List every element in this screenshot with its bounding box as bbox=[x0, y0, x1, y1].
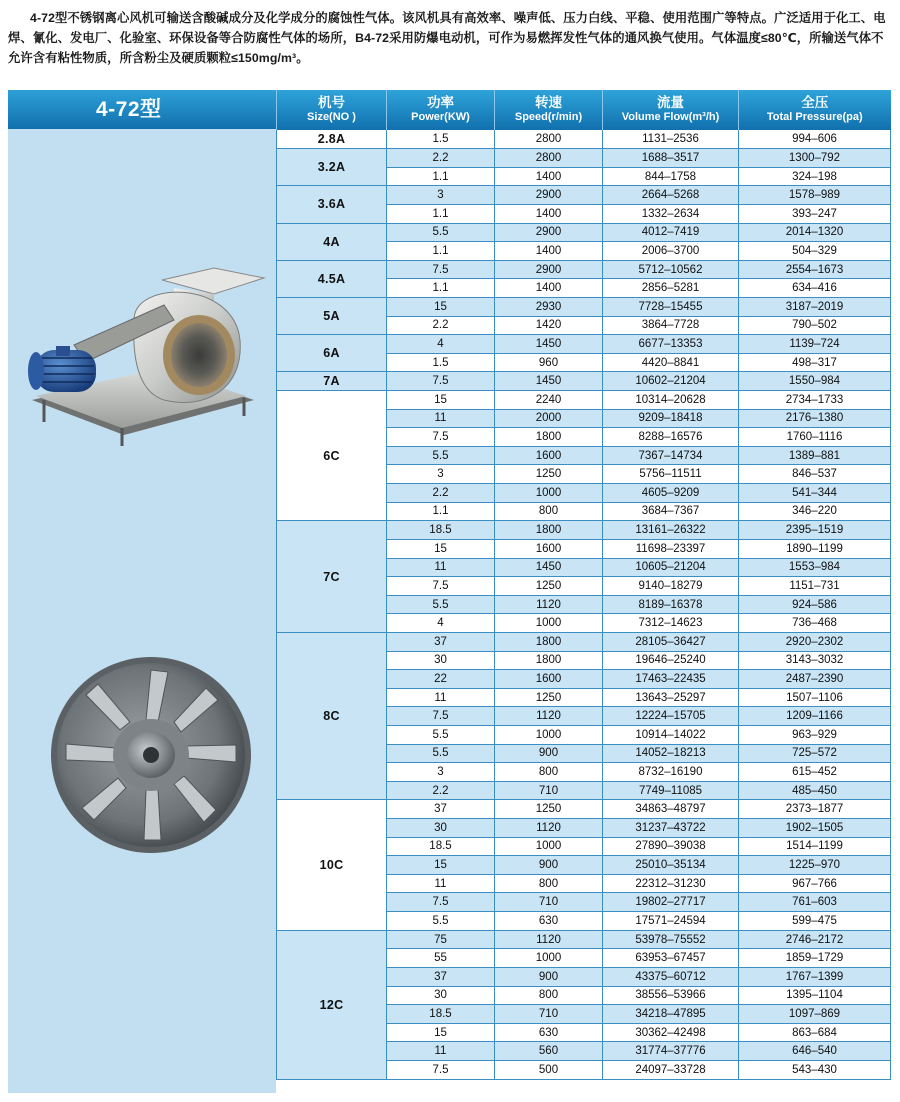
power-cell: 15 bbox=[387, 539, 495, 558]
header-volume-flow: 流量 Volume Flow(m³/h) bbox=[603, 90, 739, 130]
volume-flow-cell: 1131–2536 bbox=[603, 130, 739, 149]
total-pressure-cell: 1395–1104 bbox=[739, 986, 891, 1005]
speed-cell: 800 bbox=[495, 763, 603, 782]
volume-flow-cell: 3684–7367 bbox=[603, 502, 739, 521]
total-pressure-cell: 1767–1399 bbox=[739, 967, 891, 986]
power-cell: 7.5 bbox=[387, 893, 495, 912]
total-pressure-cell: 1209–1166 bbox=[739, 707, 891, 726]
volume-flow-cell: 10605–21204 bbox=[603, 558, 739, 577]
power-cell: 15 bbox=[387, 297, 495, 316]
total-pressure-cell: 599–475 bbox=[739, 912, 891, 931]
power-cell: 3 bbox=[387, 763, 495, 782]
size-cell: 4A bbox=[277, 223, 387, 260]
volume-flow-cell: 4012–7419 bbox=[603, 223, 739, 242]
speed-cell: 1800 bbox=[495, 521, 603, 540]
power-cell: 1.1 bbox=[387, 502, 495, 521]
product-image-panel bbox=[8, 90, 276, 1093]
table-row bbox=[277, 391, 891, 410]
total-pressure-cell: 1902–1505 bbox=[739, 819, 891, 838]
power-cell: 2.2 bbox=[387, 781, 495, 800]
power-cell: 7.5 bbox=[387, 1060, 495, 1079]
speed-cell: 1800 bbox=[495, 632, 603, 651]
speed-cell: 710 bbox=[495, 1005, 603, 1024]
table-row bbox=[277, 521, 891, 540]
volume-flow-cell: 12224–15705 bbox=[603, 707, 739, 726]
volume-flow-cell: 34863–48797 bbox=[603, 800, 739, 819]
speed-cell: 800 bbox=[495, 874, 603, 893]
total-pressure-cell: 2373–1877 bbox=[739, 800, 891, 819]
speed-cell: 800 bbox=[495, 986, 603, 1005]
power-cell: 30 bbox=[387, 819, 495, 838]
total-pressure-cell: 1151–731 bbox=[739, 577, 891, 596]
power-cell: 18.5 bbox=[387, 1005, 495, 1024]
power-cell: 1.1 bbox=[387, 242, 495, 261]
volume-flow-cell: 8732–16190 bbox=[603, 763, 739, 782]
speed-cell: 1120 bbox=[495, 707, 603, 726]
power-cell: 7.5 bbox=[387, 372, 495, 391]
speed-cell: 1400 bbox=[495, 279, 603, 298]
volume-flow-cell: 2664–5268 bbox=[603, 186, 739, 205]
power-cell: 5.5 bbox=[387, 223, 495, 242]
power-cell: 55 bbox=[387, 949, 495, 968]
size-cell: 3.6A bbox=[277, 186, 387, 223]
power-cell: 4 bbox=[387, 335, 495, 354]
header-total-pressure: 全压 Total Pressure(pa) bbox=[739, 90, 891, 130]
model-label: 4-72型 bbox=[8, 90, 276, 129]
total-pressure-cell: 1890–1199 bbox=[739, 539, 891, 558]
speed-cell: 1600 bbox=[495, 670, 603, 689]
power-cell: 18.5 bbox=[387, 521, 495, 540]
total-pressure-cell: 924–586 bbox=[739, 595, 891, 614]
volume-flow-cell: 31774–37776 bbox=[603, 1042, 739, 1061]
table-row bbox=[277, 297, 891, 316]
speed-cell: 710 bbox=[495, 893, 603, 912]
speed-cell: 1000 bbox=[495, 614, 603, 633]
table-row bbox=[277, 223, 891, 242]
total-pressure-cell: 1553–984 bbox=[739, 558, 891, 577]
power-cell: 30 bbox=[387, 651, 495, 670]
speed-cell: 1450 bbox=[495, 372, 603, 391]
speed-cell: 1000 bbox=[495, 484, 603, 503]
speed-cell: 1420 bbox=[495, 316, 603, 335]
volume-flow-cell: 53978–75552 bbox=[603, 930, 739, 949]
size-cell: 7A bbox=[277, 372, 387, 391]
power-cell: 11 bbox=[387, 558, 495, 577]
speed-cell: 800 bbox=[495, 502, 603, 521]
volume-flow-cell: 8288–16576 bbox=[603, 428, 739, 447]
power-cell: 37 bbox=[387, 632, 495, 651]
power-cell: 5.5 bbox=[387, 595, 495, 614]
speed-cell: 1250 bbox=[495, 688, 603, 707]
volume-flow-cell: 17463–22435 bbox=[603, 670, 739, 689]
speed-cell: 1400 bbox=[495, 204, 603, 223]
volume-flow-cell: 4605–9209 bbox=[603, 484, 739, 503]
speed-cell: 1120 bbox=[495, 595, 603, 614]
speed-cell: 2930 bbox=[495, 297, 603, 316]
power-cell: 3 bbox=[387, 186, 495, 205]
speed-cell: 2900 bbox=[495, 223, 603, 242]
volume-flow-cell: 1688–3517 bbox=[603, 149, 739, 168]
speed-cell: 1400 bbox=[495, 242, 603, 261]
speed-cell: 2240 bbox=[495, 391, 603, 410]
size-cell: 5A bbox=[277, 297, 387, 334]
centrifugal-fan-photo bbox=[14, 250, 270, 450]
power-cell: 15 bbox=[387, 856, 495, 875]
power-cell: 4 bbox=[387, 614, 495, 633]
volume-flow-cell: 19802–27717 bbox=[603, 893, 739, 912]
volume-flow-cell: 28105–36427 bbox=[603, 632, 739, 651]
power-cell: 7.5 bbox=[387, 577, 495, 596]
total-pressure-cell: 1097–869 bbox=[739, 1005, 891, 1024]
total-pressure-cell: 2734–1733 bbox=[739, 391, 891, 410]
volume-flow-cell: 27890–39038 bbox=[603, 837, 739, 856]
power-cell: 7.5 bbox=[387, 428, 495, 447]
total-pressure-cell: 790–502 bbox=[739, 316, 891, 335]
volume-flow-cell: 9140–18279 bbox=[603, 577, 739, 596]
total-pressure-cell: 324–198 bbox=[739, 167, 891, 186]
power-cell: 3 bbox=[387, 465, 495, 484]
power-cell: 1.5 bbox=[387, 353, 495, 372]
volume-flow-cell: 22312–31230 bbox=[603, 874, 739, 893]
speed-cell: 2900 bbox=[495, 186, 603, 205]
volume-flow-cell: 9209–18418 bbox=[603, 409, 739, 428]
fan-spec-table bbox=[276, 90, 891, 1080]
speed-cell: 1400 bbox=[495, 167, 603, 186]
total-pressure-cell: 615–452 bbox=[739, 763, 891, 782]
total-pressure-cell: 967–766 bbox=[739, 874, 891, 893]
volume-flow-cell: 2856–5281 bbox=[603, 279, 739, 298]
speed-cell: 1600 bbox=[495, 446, 603, 465]
total-pressure-cell: 3187–2019 bbox=[739, 297, 891, 316]
power-cell: 2.2 bbox=[387, 316, 495, 335]
power-cell: 15 bbox=[387, 1023, 495, 1042]
speed-cell: 1450 bbox=[495, 558, 603, 577]
speed-cell: 900 bbox=[495, 967, 603, 986]
table-row bbox=[277, 800, 891, 819]
speed-cell: 1000 bbox=[495, 837, 603, 856]
speed-cell: 1120 bbox=[495, 930, 603, 949]
total-pressure-cell: 2014–1320 bbox=[739, 223, 891, 242]
speed-cell: 1600 bbox=[495, 539, 603, 558]
speed-cell: 1450 bbox=[495, 335, 603, 354]
speed-cell: 500 bbox=[495, 1060, 603, 1079]
total-pressure-cell: 2554–1673 bbox=[739, 260, 891, 279]
volume-flow-cell: 13643–25297 bbox=[603, 688, 739, 707]
speed-cell: 560 bbox=[495, 1042, 603, 1061]
power-cell: 11 bbox=[387, 409, 495, 428]
total-pressure-cell: 736–468 bbox=[739, 614, 891, 633]
total-pressure-cell: 1859–1729 bbox=[739, 949, 891, 968]
table-row bbox=[277, 130, 891, 149]
power-cell: 7.5 bbox=[387, 707, 495, 726]
speed-cell: 2800 bbox=[495, 130, 603, 149]
speed-cell: 1000 bbox=[495, 726, 603, 745]
power-cell: 2.2 bbox=[387, 149, 495, 168]
total-pressure-cell: 634–416 bbox=[739, 279, 891, 298]
total-pressure-cell: 725–572 bbox=[739, 744, 891, 763]
volume-flow-cell: 14052–18213 bbox=[603, 744, 739, 763]
total-pressure-cell: 1139–724 bbox=[739, 335, 891, 354]
speed-cell: 900 bbox=[495, 856, 603, 875]
total-pressure-cell: 1225–970 bbox=[739, 856, 891, 875]
total-pressure-cell: 863–684 bbox=[739, 1023, 891, 1042]
total-pressure-cell: 2176–1380 bbox=[739, 409, 891, 428]
volume-flow-cell: 6677–13353 bbox=[603, 335, 739, 354]
power-cell: 11 bbox=[387, 688, 495, 707]
volume-flow-cell: 19646–25240 bbox=[603, 651, 739, 670]
total-pressure-cell: 1514–1199 bbox=[739, 837, 891, 856]
power-cell: 15 bbox=[387, 391, 495, 410]
volume-flow-cell: 844–1758 bbox=[603, 167, 739, 186]
volume-flow-cell: 1332–2634 bbox=[603, 204, 739, 223]
power-cell: 5.5 bbox=[387, 744, 495, 763]
volume-flow-cell: 43375–60712 bbox=[603, 967, 739, 986]
table-row bbox=[277, 930, 891, 949]
header-size: 机号 Size(NO ) bbox=[277, 90, 387, 130]
power-cell: 11 bbox=[387, 874, 495, 893]
volume-flow-cell: 34218–47895 bbox=[603, 1005, 739, 1024]
volume-flow-cell: 2006–3700 bbox=[603, 242, 739, 261]
speed-cell: 630 bbox=[495, 1023, 603, 1042]
table-row bbox=[277, 149, 891, 168]
table-header-row bbox=[277, 90, 891, 130]
size-cell: 10C bbox=[277, 800, 387, 930]
size-cell: 3.2A bbox=[277, 149, 387, 186]
power-cell: 1.1 bbox=[387, 204, 495, 223]
power-cell: 22 bbox=[387, 670, 495, 689]
total-pressure-cell: 543–430 bbox=[739, 1060, 891, 1079]
power-cell: 1.5 bbox=[387, 130, 495, 149]
total-pressure-cell: 541–344 bbox=[739, 484, 891, 503]
volume-flow-cell: 17571–24594 bbox=[603, 912, 739, 931]
total-pressure-cell: 1550–984 bbox=[739, 372, 891, 391]
volume-flow-cell: 3864–7728 bbox=[603, 316, 739, 335]
total-pressure-cell: 1300–792 bbox=[739, 149, 891, 168]
volume-flow-cell: 8189–16378 bbox=[603, 595, 739, 614]
volume-flow-cell: 10602–21204 bbox=[603, 372, 739, 391]
power-cell: 5.5 bbox=[387, 446, 495, 465]
volume-flow-cell: 4420–8841 bbox=[603, 353, 739, 372]
power-cell: 2.2 bbox=[387, 484, 495, 503]
table-row bbox=[277, 260, 891, 279]
speed-cell: 1250 bbox=[495, 577, 603, 596]
volume-flow-cell: 63953–67457 bbox=[603, 949, 739, 968]
total-pressure-cell: 3143–3032 bbox=[739, 651, 891, 670]
speed-cell: 1250 bbox=[495, 465, 603, 484]
power-cell: 75 bbox=[387, 930, 495, 949]
speed-cell: 2900 bbox=[495, 260, 603, 279]
power-cell: 37 bbox=[387, 800, 495, 819]
header-speed: 转速 Speed(r/min) bbox=[495, 90, 603, 130]
speed-cell: 1800 bbox=[495, 651, 603, 670]
speed-cell: 630 bbox=[495, 912, 603, 931]
total-pressure-cell: 393–247 bbox=[739, 204, 891, 223]
product-description: 4-72型不锈钢离心风机可输送含酸碱成分及化学成分的腐蚀性气体。该风机具有高效率、噪声低、压力白线、平稳、使用范围广等特点。广泛适用于化工、电焊、氰化、发电厂、化验室、环保设备等合防腐性气体的场所，B4-72采用防爆电动机，可作为易燃挥发性气体的通风换气使用。气体温度≤80℃，所输送气体不允许含有粘性物质，所含粉尘及硬质颗粒≤150mg/m³。 bbox=[8, 11, 886, 65]
total-pressure-cell: 346–220 bbox=[739, 502, 891, 521]
impeller-wheel-photo bbox=[46, 650, 256, 860]
speed-cell: 710 bbox=[495, 781, 603, 800]
total-pressure-cell: 994–606 bbox=[739, 130, 891, 149]
size-cell: 6C bbox=[277, 391, 387, 521]
table-row bbox=[277, 372, 891, 391]
volume-flow-cell: 10914–14022 bbox=[603, 726, 739, 745]
size-cell: 8C bbox=[277, 632, 387, 799]
volume-flow-cell: 31237–43722 bbox=[603, 819, 739, 838]
power-cell: 1.1 bbox=[387, 279, 495, 298]
total-pressure-cell: 646–540 bbox=[739, 1042, 891, 1061]
power-cell: 11 bbox=[387, 1042, 495, 1061]
power-cell: 37 bbox=[387, 967, 495, 986]
total-pressure-cell: 2746–2172 bbox=[739, 930, 891, 949]
total-pressure-cell: 1578–989 bbox=[739, 186, 891, 205]
power-cell: 1.1 bbox=[387, 167, 495, 186]
total-pressure-cell: 761–603 bbox=[739, 893, 891, 912]
total-pressure-cell: 2920–2302 bbox=[739, 632, 891, 651]
speed-cell: 960 bbox=[495, 353, 603, 372]
total-pressure-cell: 963–929 bbox=[739, 726, 891, 745]
volume-flow-cell: 7367–14734 bbox=[603, 446, 739, 465]
size-cell: 4.5A bbox=[277, 260, 387, 297]
power-cell: 7.5 bbox=[387, 260, 495, 279]
total-pressure-cell: 846–537 bbox=[739, 465, 891, 484]
speed-cell: 1800 bbox=[495, 428, 603, 447]
volume-flow-cell: 7312–14623 bbox=[603, 614, 739, 633]
speed-cell: 1000 bbox=[495, 949, 603, 968]
total-pressure-cell: 1389–881 bbox=[739, 446, 891, 465]
volume-flow-cell: 5712–10562 bbox=[603, 260, 739, 279]
speed-cell: 900 bbox=[495, 744, 603, 763]
speed-cell: 2000 bbox=[495, 409, 603, 428]
total-pressure-cell: 1507–1106 bbox=[739, 688, 891, 707]
total-pressure-cell: 498–317 bbox=[739, 353, 891, 372]
table-row bbox=[277, 335, 891, 354]
volume-flow-cell: 5756–11511 bbox=[603, 465, 739, 484]
power-cell: 5.5 bbox=[387, 726, 495, 745]
speed-cell: 2800 bbox=[495, 149, 603, 168]
total-pressure-cell: 504–329 bbox=[739, 242, 891, 261]
volume-flow-cell: 25010–35134 bbox=[603, 856, 739, 875]
power-cell: 5.5 bbox=[387, 912, 495, 931]
total-pressure-cell: 2395–1519 bbox=[739, 521, 891, 540]
total-pressure-cell: 2487–2390 bbox=[739, 670, 891, 689]
volume-flow-cell: 10314–20628 bbox=[603, 391, 739, 410]
volume-flow-cell: 11698–23397 bbox=[603, 539, 739, 558]
header-power: 功率 Power(KW) bbox=[387, 90, 495, 130]
size-cell: 6A bbox=[277, 335, 387, 372]
volume-flow-cell: 7749–11085 bbox=[603, 781, 739, 800]
size-cell: 2.8A bbox=[277, 130, 387, 149]
speed-cell: 1250 bbox=[495, 800, 603, 819]
table-row bbox=[277, 186, 891, 205]
size-cell: 12C bbox=[277, 930, 387, 1079]
volume-flow-cell: 30362–42498 bbox=[603, 1023, 739, 1042]
size-cell: 7C bbox=[277, 521, 387, 633]
volume-flow-cell: 7728–15455 bbox=[603, 297, 739, 316]
power-cell: 30 bbox=[387, 986, 495, 1005]
total-pressure-cell: 485–450 bbox=[739, 781, 891, 800]
table-body bbox=[277, 130, 891, 1079]
volume-flow-cell: 38556–53966 bbox=[603, 986, 739, 1005]
total-pressure-cell: 1760–1116 bbox=[739, 428, 891, 447]
table-row bbox=[277, 632, 891, 651]
power-cell: 18.5 bbox=[387, 837, 495, 856]
volume-flow-cell: 13161–26322 bbox=[603, 521, 739, 540]
speed-cell: 1120 bbox=[495, 819, 603, 838]
volume-flow-cell: 24097–33728 bbox=[603, 1060, 739, 1079]
